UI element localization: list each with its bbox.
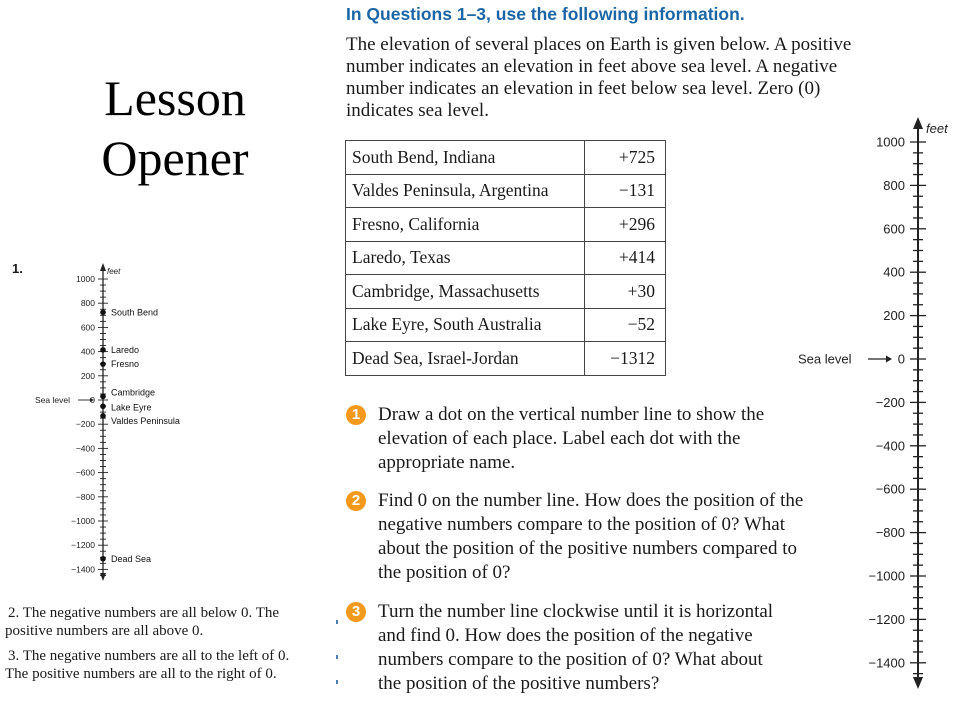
stray-mark xyxy=(336,680,338,684)
table-row xyxy=(346,342,666,376)
tick-label: −200 xyxy=(875,394,905,410)
answer-tick-label: −400 xyxy=(75,443,95,454)
question-2-text: Find 0 on the number line. How does the position of the negative numbers compare to the position of 0? What about the position of the positive numbers compared to the position of 0? xyxy=(378,490,804,583)
elevation-point xyxy=(100,361,106,367)
place-cell: Dead Sea, Israel-Jordan xyxy=(346,342,585,376)
elevation-point xyxy=(100,347,106,353)
table-row xyxy=(346,241,666,275)
answer-tick-label: 800 xyxy=(80,298,95,309)
place-cell: Cambridge, Massachusetts xyxy=(346,275,585,309)
point-label: Valdes Peninsula xyxy=(111,415,180,426)
answer-3-line-1: 3. The negative numbers are all to the left of 0. xyxy=(8,648,290,664)
point-label: South Bend xyxy=(111,307,159,318)
elevation-cell: +296 xyxy=(585,208,666,242)
elevation-table xyxy=(345,140,666,376)
answer-2-line-1: 2. The negative numbers are all below 0. The xyxy=(8,605,280,621)
point-label: Laredo xyxy=(111,344,140,355)
sea-level-label: Sea level xyxy=(798,351,852,367)
stray-mark xyxy=(336,620,338,624)
elevation-point xyxy=(100,556,106,562)
elevation-cell: −1312 xyxy=(585,342,666,376)
slide-title: Lesson Opener xyxy=(101,70,249,186)
elevation-cell: −131 xyxy=(585,174,666,208)
question-1-badge: 1 xyxy=(346,405,366,425)
tick-label: −600 xyxy=(875,481,905,497)
answer-tick-label: 600 xyxy=(80,322,95,333)
sea-level-arrowhead xyxy=(886,356,892,363)
question-3-text: Turn the number line clockwise until it is horizontal and find 0. How does the position of the negative numbers compare to the position of 0? What about the position of the positive numbers? xyxy=(378,601,774,694)
elevation-cell: −52 xyxy=(585,308,666,342)
answer-tick-label: 200 xyxy=(80,370,95,381)
answer-tick-label: −1400 xyxy=(71,564,95,575)
place-cell: South Bend, Indiana xyxy=(346,141,585,175)
axis-unit-label: feet xyxy=(926,121,948,136)
answer-tick-label: −600 xyxy=(75,467,95,478)
elevation-cell: +30 xyxy=(585,275,666,309)
table-row xyxy=(346,174,666,208)
elevation-point xyxy=(100,413,106,419)
tick-label: 400 xyxy=(883,264,905,280)
answer-axis-arrow-up xyxy=(100,263,106,271)
elevation-cell: +414 xyxy=(585,241,666,275)
tick-label: −800 xyxy=(875,525,905,541)
intro-paragraph: The elevation of several places on Earth is given below. A positive number indicates an elevation in feet above sea level. A negative number indicates an elevation in feet below sea level. Zero (0) indicates sea level. xyxy=(346,34,852,121)
answer-tick-label: −800 xyxy=(75,491,95,502)
place-cell: Fresno, California xyxy=(346,208,585,242)
vertical-number-line xyxy=(790,115,955,690)
elevation-point xyxy=(100,403,106,409)
tick-label: −400 xyxy=(875,438,905,454)
elevation-point xyxy=(100,394,106,400)
table-row xyxy=(346,308,666,342)
answer-sea-level-label: Sea level xyxy=(35,395,70,405)
answer-tick-label: −200 xyxy=(75,419,95,430)
question-2-badge: 2 xyxy=(346,491,366,511)
questions-heading: In Questions 1–3, use the following information. xyxy=(346,4,745,24)
point-label: Dead Sea xyxy=(111,553,152,564)
table-row xyxy=(346,208,666,242)
tick-label: 1000 xyxy=(876,134,905,150)
question-3-badge: 3 xyxy=(346,602,366,622)
tick-label: 600 xyxy=(883,221,905,237)
tick-label: −1400 xyxy=(868,655,905,671)
tick-label: 800 xyxy=(883,177,905,193)
place-cell: Laredo, Texas xyxy=(346,241,585,275)
answer-2-line-2: positive numbers are all above 0. xyxy=(5,623,204,639)
axis-arrow-down xyxy=(913,677,923,689)
answer-tick-label: 1000 xyxy=(76,274,95,284)
tick-label: 200 xyxy=(883,308,905,324)
table-row xyxy=(346,141,666,175)
point-label: Lake Eyre xyxy=(111,402,152,413)
answer-tick-label: −1000 xyxy=(71,516,95,526)
answer-tick-label: −1200 xyxy=(71,540,95,551)
answer-axis-arrow-down xyxy=(100,573,106,581)
stray-mark xyxy=(336,655,338,659)
answer-1-label: 1. xyxy=(12,261,23,276)
place-cell: Lake Eyre, South Australia xyxy=(346,308,585,342)
answer-number-line xyxy=(30,262,230,582)
answer-unit-label: feet xyxy=(107,267,121,276)
elevation-point xyxy=(100,309,106,315)
answer-tick-label: 400 xyxy=(80,346,95,357)
point-label: Fresno xyxy=(111,359,140,370)
answer-3-line-2: The positive numbers are all to the right of 0. xyxy=(5,666,277,682)
title-area xyxy=(0,0,340,240)
point-label: Cambridge xyxy=(111,387,156,398)
question-1-text: Draw a dot on the vertical number line to show the elevation of each place. Label each dot with the appropriate name. xyxy=(378,404,765,473)
tick-label: −1200 xyxy=(868,611,905,627)
tick-label: −1000 xyxy=(868,568,905,584)
elevation-cell: +725 xyxy=(585,141,666,175)
table-row xyxy=(346,275,666,309)
place-cell: Valdes Peninsula, Argentina xyxy=(346,174,585,208)
tick-label: 0 xyxy=(897,351,905,367)
axis-arrow-up xyxy=(913,117,923,129)
